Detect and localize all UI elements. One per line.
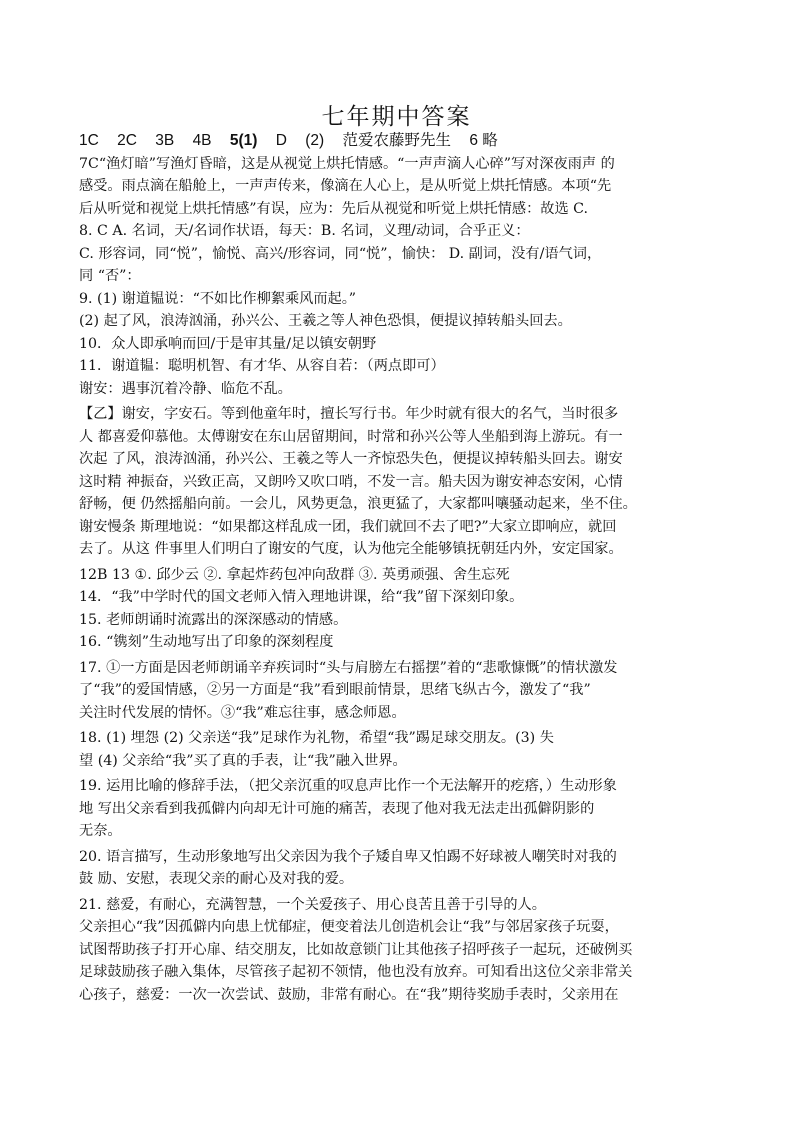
- answer-5-part-2-label: (2): [305, 132, 325, 149]
- answer-line: 去了。从这 件事里人们明白了谢安的气度，认为他完全能够镇抚朝廷内外，安定国家。: [79, 541, 623, 557]
- answer-4: 4B: [192, 132, 212, 149]
- answer-line: 16. “镌刻”生动地写出了印象的深刻程度: [79, 634, 334, 650]
- answer-line: 【乙】谢安，字安石。等到他童年时，擅长写行书。年少时就有很大的名气，当时很多: [79, 406, 619, 422]
- answer-line: 10．众人即承响而回/于是审其量/足以镇安朝野: [79, 335, 377, 352]
- answer-5-label: 5(1): [229, 132, 258, 149]
- answer-line: 无奈。: [79, 823, 122, 839]
- answer-line: 关注时代发展的情怀。③“我”难忘往事，感念师恩。: [79, 704, 406, 721]
- answer-line: (2) 起了风，浪涛汹涌，孙兴公、王羲之等人神色恐惧，便提议掉转船头回去。: [79, 313, 572, 329]
- answer-line: 感受。雨点滴在船舱上，一声声传来，像滴在人心上，是从听觉上烘托情感。本项“先: [79, 178, 612, 194]
- answer-2: 2C: [117, 132, 137, 149]
- answer-line: 望 (4) 父亲给“我”买了真的手表，让“我”融入世界。: [79, 752, 407, 769]
- answer-line: 足球鼓励孩子融入集体，尽管孩子起初不领情，他也没有放弃。可知看出这位父亲非常关: [79, 964, 633, 980]
- answer-5-choice: D: [275, 132, 287, 149]
- answer-5-part-2: 范爱农藤野先生: [342, 132, 452, 149]
- answer-line: 舒畅，便 仍然摇船向前。一会儿，风势更急，浪更猛了，大家都叫嚷骚动起来，坐不住。: [79, 496, 637, 512]
- answer-6: 6 略: [469, 132, 498, 149]
- page-title: 七年期中答案: [321, 104, 472, 130]
- answer-line: 人 都喜爱仰慕他。太傅谢安在东山居留期间，时常和孙兴公等人坐船到海上游玩。有一: [79, 428, 623, 445]
- answer-lines: [79, 153, 719, 1007]
- answer-line: 20. 语言描写，生动形象地写出父亲因为我个子矮自卑又怕踢不好球被人嘲笑时对我的: [79, 848, 617, 865]
- answer-line: 14．“我”中学时代的国文老师入情入理地讲课，给“我”留下深刻印象。: [79, 589, 524, 605]
- answer-line: 心孩子，慈爱：一次一次尝试、鼓励，非常有耐心。在“我”期待奖励手表时，父亲用在: [79, 986, 619, 1003]
- answer-line: 父亲担心“我”因孤僻内向患上忧郁症，便变着法儿创造机会让“我”与邻居家孩子玩耍，: [79, 919, 619, 935]
- answer-3: 3B: [155, 132, 175, 149]
- answer-line: 地 写出父亲看到我孤僻内向却无计可施的痛苦，表现了他对我无法走出孤僻阴影的: [79, 800, 595, 817]
- answer-line: 次起 了风，浪涛汹涌，孙兴公、王羲之等人一齐惊恐失色，便提议掉转船头回去。谢安: [79, 451, 623, 467]
- answer-line: 试图帮助孩子打开心扉、结交朋友，比如故意锁门让其他孩子招呼孩子一起玩，还破例买: [79, 941, 633, 958]
- answer-line: 18. (1) 埋怨 (2) 父亲送“我”足球作为礼物，希望“我”踢足球交朋友。(3) 失: [79, 730, 554, 746]
- answer-line: 8. C A. 名词，天/名词作状语，每天：B. 名词，义理/动词，合乎正义：: [79, 223, 530, 239]
- answer-line: 谢安：遇事沉着冷静、临危不乱。: [79, 380, 292, 397]
- multiple-choice-answers: [79, 130, 719, 153]
- answer-line: 15. 老师朗诵时流露出的深深感动的情感。: [79, 611, 348, 628]
- answer-line: 后从听觉和视觉上烘托情感”有误，应为：先后从视觉和听觉上烘托情感：故选 C.: [79, 200, 588, 217]
- answer-line: 7C“渔灯暗”写渔灯昏暗，这是从视觉上烘托情感。“一声声滴人心碎”写对深夜雨声 的: [79, 155, 615, 172]
- answer-line: 这时精 神振奋，兴致正高，又朗吟又吹口哨，不发一言。船夫因为谢安神态安闲，心情: [79, 473, 623, 490]
- answer-line: 11．谢道韫：聪明机智、有才华、从容自若：（两点即可）: [79, 358, 445, 374]
- answer-line: C. 形容词，同“悦”，愉悦、高兴/形容词，同“悦”，愉快： D. 副词，没有/语气词，: [79, 245, 602, 262]
- answer-line: 鼓 励、安慰，表现父亲的耐心及对我的爱。: [79, 871, 354, 887]
- answer-line: 了“我”的爱国情感，②另一方面是“我”看到眼前情景，思绪飞纵古今，激发了“我”: [79, 682, 591, 698]
- answer-line: 19. 运用比喻的修辞手法，（把父亲沉重的叹息声比作一个无法解开的疙瘩，）生动形象: [79, 778, 617, 794]
- answer-content: [79, 130, 719, 1006]
- answer-line: 谢安慢条 斯理地说：“如果都这样乱成一团，我们就回不去了吧?”大家立即响应，就回: [79, 518, 617, 535]
- answer-line: 21. 慈爱，有耐心，充满智慧，一个关爱孩子、用心良苦且善于引导的人。: [79, 896, 546, 913]
- answer-line: 9. (1) 谢道韫说：“不如比作柳絮乘风而起。”: [79, 290, 357, 307]
- answer-line: 同 “否”：: [79, 268, 141, 284]
- answer-1: 1C: [79, 132, 99, 149]
- answer-line: 17. ①一方面是因老师朗诵辛弃疾词时“头与肩膀左右摇摆”着的“悲歌慷慨”的情状激发: [79, 659, 618, 676]
- answer-line: 12B 13 ①. 邱少云 ②. 拿起炸药包冲向敌群 ③. 英勇顽强、舍生忘死: [79, 566, 510, 583]
